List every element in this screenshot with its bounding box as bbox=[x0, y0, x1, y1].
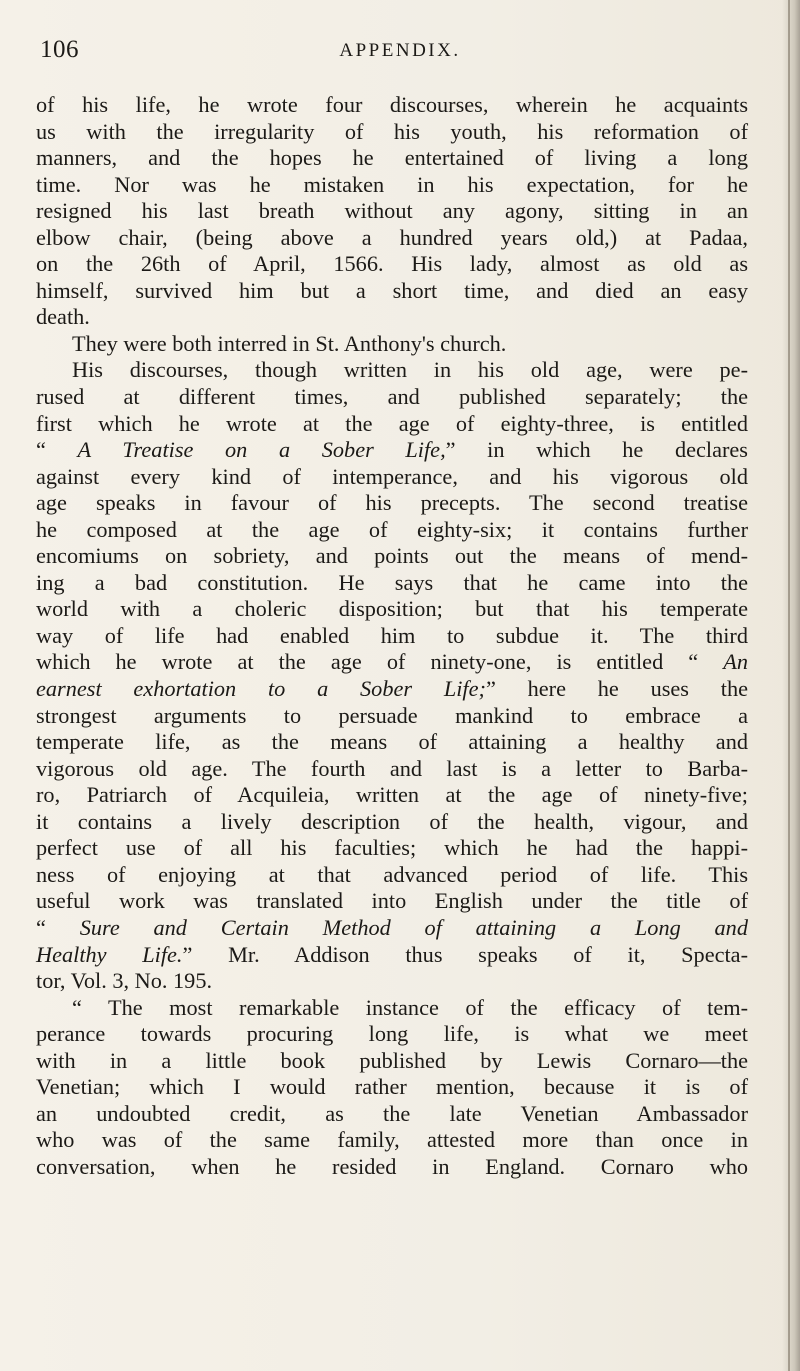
text-segment: ” Mr. Addison thus speaks of it, Specta- bbox=[182, 941, 748, 967]
book-title: Sure and Certain Method of attaining a Long and bbox=[79, 914, 748, 940]
text-line: useful work was translated into English under the title of bbox=[36, 888, 748, 914]
text-line: perfect use of all his faculties; which he had the happi- bbox=[36, 835, 748, 861]
text-line: “ The most remarkable instance of the efficacy of tem- bbox=[72, 994, 748, 1020]
open-quote: “ bbox=[36, 914, 80, 940]
text-line: way of life had enabled him to subdue it. The third bbox=[36, 622, 748, 648]
text-line-with-title bbox=[36, 915, 748, 942]
text-line: resigned his last breath without any agony, sitting in an bbox=[36, 198, 748, 224]
page-edge-line bbox=[788, 0, 790, 1371]
text-line: against every kind of intemperance, and his vigorous old bbox=[36, 463, 748, 489]
page-number: 106 bbox=[40, 36, 79, 63]
text-line: His discourses, though written in his old age, were pe- bbox=[72, 357, 748, 383]
text-line-with-title bbox=[36, 649, 748, 676]
text-segment: ” in which he declares bbox=[445, 437, 748, 463]
page-edge-shadow bbox=[782, 0, 800, 1371]
text-line: first which he wrote at the age of eighty-three, is entitled bbox=[36, 410, 748, 436]
text-line: an undoubted credit, as the late Venetian Ambassador bbox=[36, 1100, 748, 1126]
text-line: conversation, when he resided in England. Cornaro who bbox=[36, 1153, 748, 1179]
text-line: time. Nor was he mistaken in his expectation, for he bbox=[36, 171, 748, 197]
running-head: APPENDIX. bbox=[339, 40, 461, 61]
text-line: with in a little book published by Lewis Cornaro—the bbox=[36, 1047, 748, 1073]
page-header bbox=[40, 36, 740, 76]
text-line: who was of the same family, attested more than once in bbox=[36, 1127, 748, 1153]
text-line: of his life, he wrote four discourses, wherein he acquaints bbox=[36, 92, 748, 117]
text-segment: which he wrote at the age of ninety-one, is entitled “ bbox=[36, 649, 724, 675]
text-line-with-title bbox=[36, 676, 748, 703]
text-line: death. bbox=[36, 304, 90, 330]
text-line: tor, Vol. 3, No. 195. bbox=[36, 968, 213, 994]
text-line: They were both interred in St. Anthony's church. bbox=[72, 330, 507, 356]
text-line: ing a bad constitution. He says that he came into the bbox=[36, 569, 748, 595]
book-title: A Treatise on a Sober Life, bbox=[77, 437, 446, 463]
text-line: it contains a lively description of the health, vigour, and bbox=[36, 808, 748, 834]
text-line: he composed at the age of eighty-six; it contains further bbox=[36, 516, 748, 542]
text-line: vigorous old age. The fourth and last is a letter to Barba- bbox=[36, 755, 748, 781]
text-line: encomiums on sobriety, and points out the means of mend- bbox=[36, 543, 748, 569]
text-line: strongest arguments to persuade mankind to embrace a bbox=[36, 702, 748, 728]
book-title: Healthy Life. bbox=[36, 941, 183, 967]
text-line: ness of enjoying at that advanced period of life. This bbox=[36, 861, 748, 887]
text-line: elbow chair, (being above a hundred years old,) at Padaa, bbox=[36, 224, 748, 250]
book-title: An bbox=[723, 649, 748, 675]
text-line: manners, and the hopes he entertained of living a long bbox=[36, 145, 748, 171]
text-line: Venetian; which I would rather mention, because it is of bbox=[36, 1074, 748, 1100]
text-line: age speaks in favour of his precepts. The second treatise bbox=[36, 490, 748, 516]
text-line: perance towards procuring long life, is what we meet bbox=[36, 1021, 748, 1047]
text-line-with-title bbox=[36, 942, 748, 969]
text-segment: ” here he uses the bbox=[485, 676, 748, 702]
text-line: himself, survived him but a short time, and died an easy bbox=[36, 277, 748, 303]
open-quote: “ bbox=[36, 437, 78, 463]
text-line: on the 26th of April, 1566. His lady, almost as old as bbox=[36, 251, 748, 277]
text-line: us with the irregularity of his youth, his reformation of bbox=[36, 118, 748, 144]
text-line: ro, Patriarch of Acquileia, written at the age of ninety-five; bbox=[36, 782, 748, 808]
book-title: earnest exhortation to a Sober Life; bbox=[36, 676, 486, 702]
text-line-with-title bbox=[36, 437, 748, 464]
text-line: rused at different times, and published separately; the bbox=[36, 384, 748, 410]
body-text bbox=[36, 92, 748, 1180]
text-line: temperate life, as the means of attaining a healthy and bbox=[36, 729, 748, 755]
text-line: world with a choleric disposition; but that his temperate bbox=[36, 596, 748, 622]
